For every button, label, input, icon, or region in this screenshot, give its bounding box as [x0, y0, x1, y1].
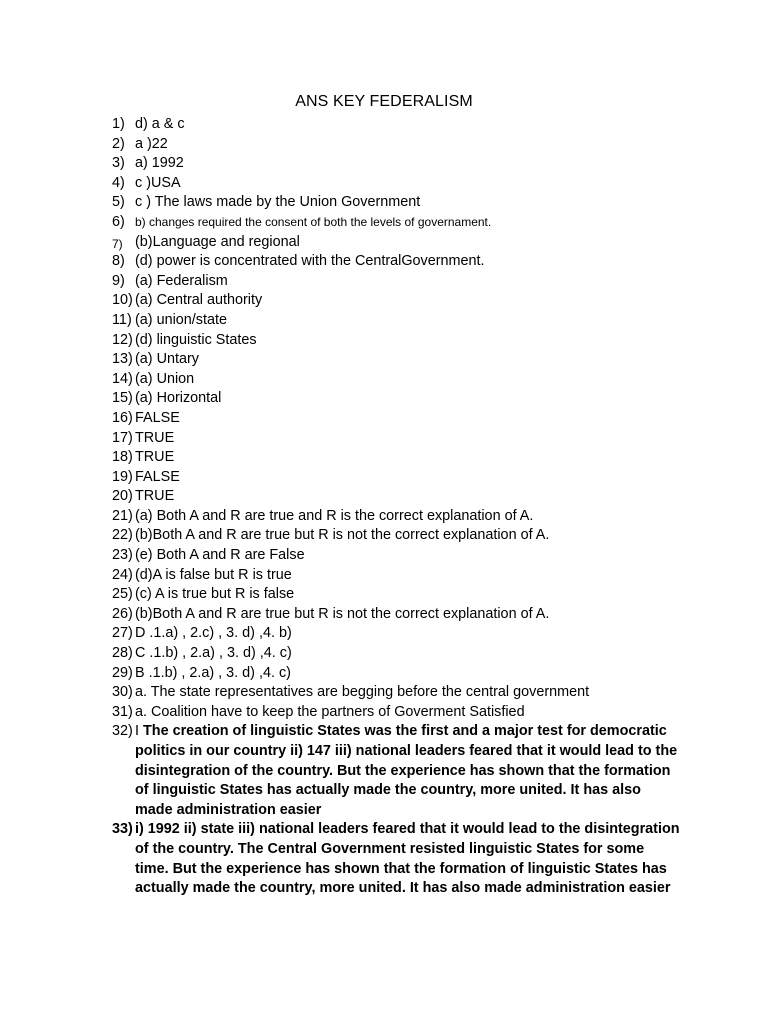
item-text: TRUE [135, 429, 175, 446]
item-number: 5) [112, 194, 125, 211]
item-text: (d) power is concentrated with the CentralGovernment. [135, 253, 485, 270]
item-text: (a) Union [135, 370, 195, 387]
item-text: D .1.a) , 2.c) , 3. d) ,4. b) [135, 625, 292, 642]
item-text [135, 722, 680, 820]
list-item [112, 193, 682, 213]
item-text: a )22 [135, 135, 168, 152]
list-item [112, 487, 682, 507]
item-number: 23) [112, 547, 133, 564]
list-item [112, 546, 682, 566]
item-number: 22) [112, 527, 133, 544]
item-text: a) 1992 [135, 155, 184, 172]
item-number: 10) [112, 292, 133, 309]
item-number: 13) [112, 351, 133, 368]
list-item [112, 703, 682, 723]
list-item [112, 664, 682, 684]
item-number: 20) [112, 488, 133, 505]
list-item [112, 311, 682, 331]
item-text: (b)Both A and R are true but R is not the correct explanation of A. [135, 527, 550, 544]
item-text: TRUE [135, 449, 175, 466]
item-text: c ) The laws made by the Union Government [135, 194, 421, 211]
item-number: 6) [112, 213, 125, 230]
item-text: B .1.b) , 2.a) , 3. d) ,4. c) [135, 664, 291, 681]
item-number: 26) [112, 605, 133, 622]
list-item [112, 350, 682, 370]
item-number: 1) [112, 116, 125, 132]
list-item [112, 272, 682, 292]
list-item [112, 233, 682, 253]
item-number: 27) [112, 625, 133, 642]
item-text: (a) Both A and R are true and R is the correct explanation of A. [135, 507, 534, 524]
item-number: 24) [112, 566, 133, 583]
list-item [112, 585, 682, 605]
item-number: 33) [112, 821, 133, 838]
item-number: 17) [112, 429, 133, 446]
item-text: C .1.b) , 2.a) , 3. d) ,4. c) [135, 645, 292, 662]
answer-list [112, 115, 682, 899]
item-text: (d) linguistic States [135, 331, 257, 348]
page-title: ANS KEY FEDERALISM [295, 93, 473, 110]
list-item [112, 331, 682, 351]
list-item [112, 115, 682, 135]
item-text: (c) A is true but R is false [135, 586, 295, 603]
item-number: 12) [112, 331, 133, 348]
item-text: (a) union/state [135, 311, 227, 328]
list-item [112, 683, 682, 703]
list-item [112, 389, 682, 409]
list-item [112, 154, 682, 174]
list-item [112, 605, 682, 625]
item-text: a. The state representatives are begging before the central government [135, 684, 590, 701]
list-item [112, 409, 682, 429]
item-text: (a) Federalism [135, 272, 228, 289]
list-item [112, 252, 682, 272]
list-item [112, 566, 682, 586]
item-text: (b)Both A and R are true but R is not the correct explanation of A. [135, 605, 550, 622]
list-item [112, 429, 682, 449]
item-text: a. Coalition have to keep the partners of Goverment Satisfied [135, 703, 525, 720]
list-item [112, 213, 682, 233]
list-item-32 [112, 722, 682, 820]
item-number: 16) [112, 409, 133, 426]
item-number: 3) [112, 155, 125, 172]
list-item [112, 624, 682, 644]
item-number: 11) [112, 311, 132, 328]
item-number: 4) [112, 174, 125, 191]
item-answer: The creation of linguistic States was the first and a major test for democratic politics in our country ii) 147 iii) national leaders feared that it would lead to the disintegration of the country. But the experience has shown that the formation of linguistic States has actually made the country, more united. It has also made administration easier [135, 723, 678, 818]
item-number: 28) [112, 645, 133, 662]
list-item [112, 507, 682, 527]
item-number: 15) [112, 390, 133, 407]
item-text: (a) Untary [135, 351, 199, 368]
item-number: 30) [112, 684, 133, 701]
item-text: (b)Language and regional [135, 233, 300, 250]
list-item [112, 370, 682, 390]
list-item [112, 135, 682, 155]
item-text: b) changes required the consent of both the levels of governament. [135, 214, 492, 229]
list-item [112, 526, 682, 546]
list-item [112, 448, 682, 468]
item-text: c )USA [135, 174, 181, 191]
item-text: TRUE [135, 488, 175, 505]
item-number: 31) [112, 703, 133, 720]
item-number: 25) [112, 586, 133, 603]
list-item [112, 644, 682, 664]
list-item-33 [112, 820, 682, 898]
item-number: 7) [112, 236, 123, 251]
item-number: 2) [112, 135, 125, 152]
item-text: (a) Horizontal [135, 390, 222, 407]
item-text: (d)A is false but R is true [135, 566, 292, 583]
item-text: i) 1992 ii) state iii) national leaders feared that it would lead to the disintegration of the country. The Central Government resisted linguistic States for some time. But the experience has shown that the formation of linguistic States has actually made the country, more united. It has also made administration easier [135, 821, 680, 897]
item-number: 32) [112, 723, 133, 740]
item-text: (a) Central authority [135, 292, 263, 309]
item-text: FALSE [135, 409, 180, 426]
list-item [112, 291, 682, 311]
item-number: 29) [112, 664, 133, 681]
item-text: (e) Both A and R are False [135, 547, 305, 564]
item-number: 8) [112, 253, 125, 270]
list-item [112, 174, 682, 194]
item-number: 9) [112, 272, 125, 289]
item-text: FALSE [135, 468, 180, 485]
item-text: d) a & c [135, 116, 185, 132]
item-number: 21) [112, 507, 133, 524]
item-prefix: I [135, 723, 143, 740]
item-number: 19) [112, 468, 133, 485]
item-number: 14) [112, 370, 133, 387]
item-number: 18) [112, 449, 133, 466]
list-item [112, 468, 682, 488]
